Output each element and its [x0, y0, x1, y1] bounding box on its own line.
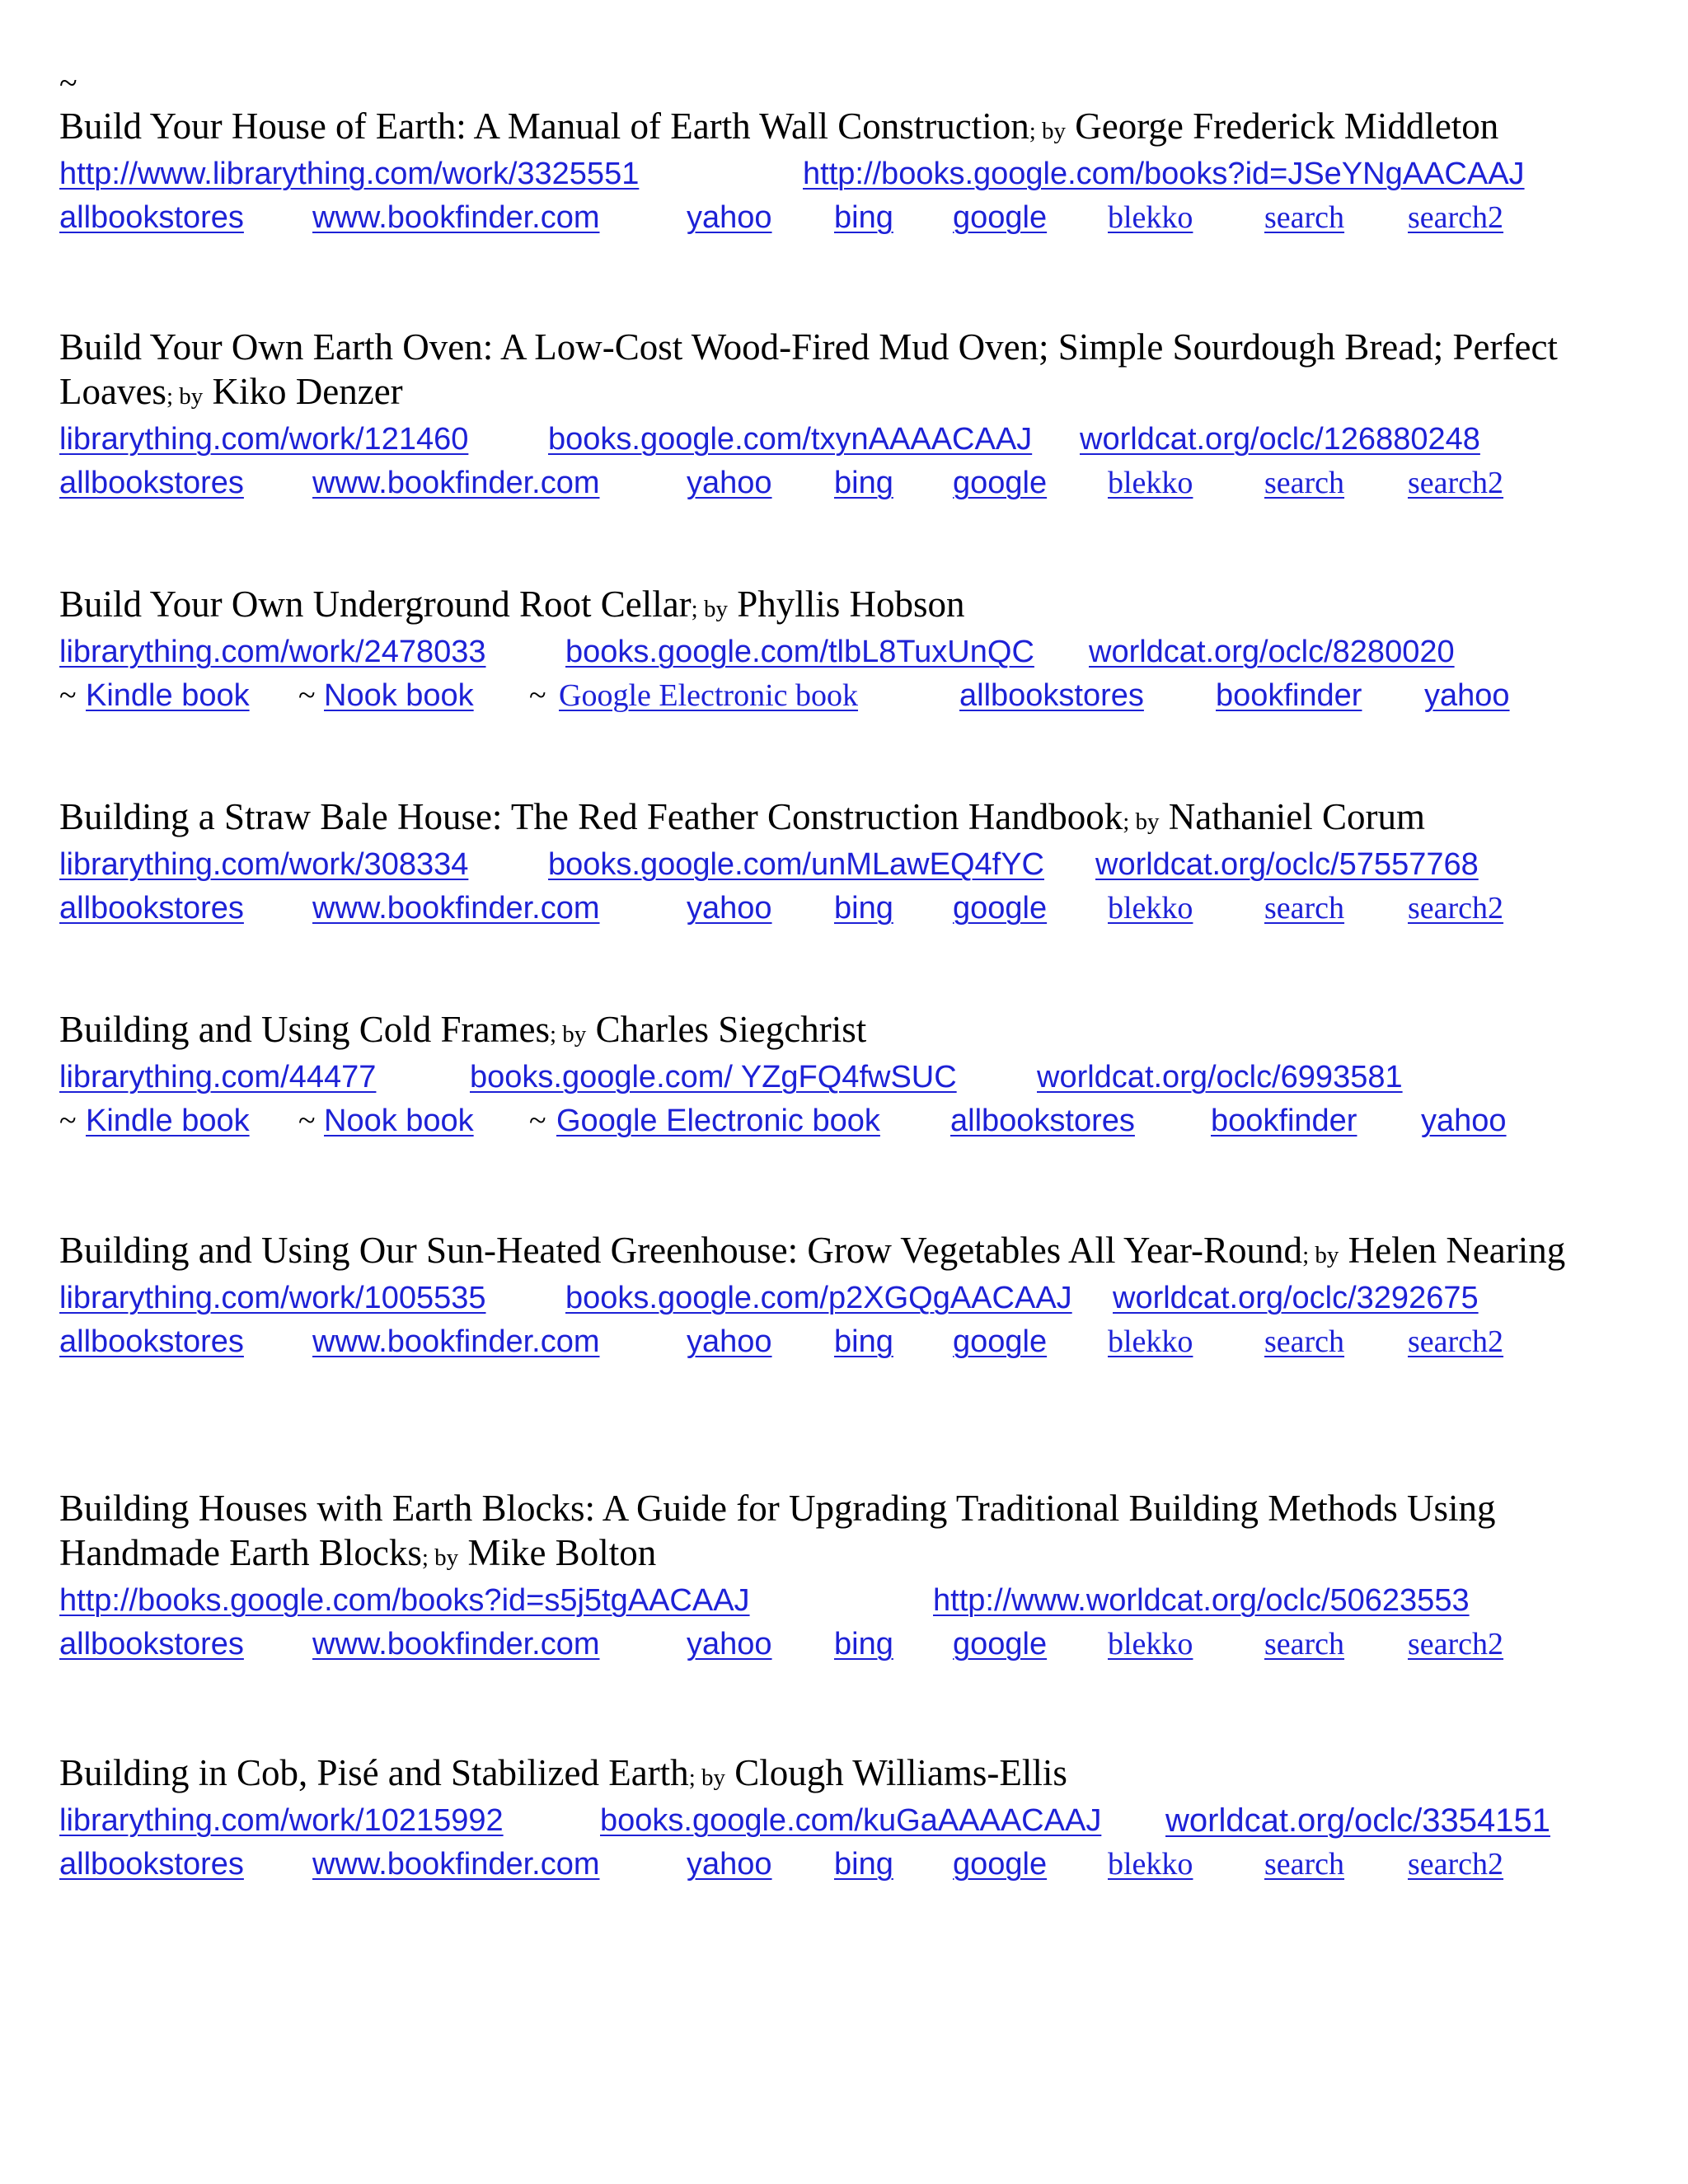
bing-link[interactable]: bing	[834, 466, 893, 500]
search2-link[interactable]: search2	[1408, 1627, 1504, 1661]
tilde-mark: ~	[529, 678, 546, 713]
search-link[interactable]: search	[1264, 466, 1345, 500]
tilde-mark: ~	[298, 1104, 316, 1138]
bookfinder-link[interactable]: www.bookfinder.com	[312, 1847, 600, 1882]
search-link[interactable]: search	[1264, 891, 1345, 926]
book-title-line	[59, 1228, 1576, 1277]
blekko-link[interactable]: blekko	[1108, 200, 1193, 235]
book-author: Phyllis Hobson	[737, 583, 965, 625]
book-author: Charles Siegchrist	[595, 1009, 867, 1050]
book-entry	[59, 794, 1658, 931]
book-title-line	[59, 794, 1658, 844]
book-title: Build Your Own Earth Oven: A Low-Cost Wood-Fired Mud Oven; Simple Sourdough Bread; Perfect Loaves	[59, 326, 1558, 412]
by-label: ; by	[1029, 118, 1067, 144]
book-title-line	[59, 1750, 1658, 1800]
google-link[interactable]: google	[953, 891, 1048, 926]
google-books-link[interactable]: books.google.com/p2XGQgAACAAJ	[565, 1281, 1072, 1315]
yahoo-link[interactable]: yahoo	[687, 466, 772, 500]
allbookstores-link[interactable]: allbookstores	[959, 678, 1144, 713]
tilde-mark: ~	[59, 1104, 77, 1138]
book-title: Building and Using Cold Frames	[59, 1009, 550, 1050]
book-entry	[59, 1228, 1658, 1365]
search2-link[interactable]: search2	[1408, 1324, 1504, 1359]
search-links-row	[59, 197, 1658, 241]
bing-link[interactable]: bing	[834, 1324, 893, 1359]
catalog-links-row	[59, 153, 1658, 197]
bing-link[interactable]: bing	[834, 1847, 893, 1882]
google-link[interactable]: google	[953, 1324, 1048, 1359]
bookfinder-link[interactable]: www.bookfinder.com	[312, 1627, 600, 1661]
search-links-row	[59, 888, 1658, 931]
allbookstores-link[interactable]: allbookstores	[59, 200, 244, 235]
yahoo-link[interactable]: yahoo	[687, 200, 772, 235]
catalog-links-row	[59, 631, 1658, 675]
catalog-links-row	[59, 1277, 1658, 1321]
worldcat-link[interactable]: worldcat.org/oclc/3354151	[1165, 1802, 1550, 1839]
book-entry	[59, 582, 1658, 719]
book-title-line	[59, 582, 1658, 631]
yahoo-link[interactable]: yahoo	[687, 1847, 772, 1882]
book-entry	[59, 325, 1658, 506]
allbookstores-link[interactable]: allbookstores	[59, 1324, 244, 1359]
search-links-row	[59, 1844, 1658, 1887]
book-title: Building in Cob, Pisé and Stabilized Earth	[59, 1752, 689, 1793]
blekko-link[interactable]: blekko	[1108, 1847, 1193, 1882]
google-books-link[interactable]: books.google.com/tlbL8TuxUnQC	[565, 635, 1034, 669]
catalog-links-row	[59, 1057, 1658, 1100]
book-entry	[59, 1007, 1658, 1144]
librarything-link[interactable]: librarything.com/work/2478033	[59, 635, 486, 669]
ebook-links-row	[59, 1100, 1658, 1144]
google-books-link[interactable]: books.google.com/txynAAAACAAJ	[548, 422, 1033, 457]
by-label: ; by	[421, 1544, 459, 1571]
blekko-link[interactable]: blekko	[1108, 891, 1193, 926]
allbookstores-link[interactable]: allbookstores	[59, 1627, 244, 1661]
librarything-link[interactable]: librarything.com/44477	[59, 1060, 377, 1094]
kindle-book-link[interactable]: Kindle book	[86, 1104, 250, 1138]
google-books-link[interactable]: books.google.com/unMLawEQ4fYC	[548, 847, 1044, 882]
by-label: ; by	[1123, 808, 1160, 835]
nook-book-link[interactable]: Nook book	[324, 678, 474, 713]
search-link[interactable]: search	[1264, 1847, 1345, 1882]
librarything-link[interactable]: librarything.com/work/1005535	[59, 1281, 486, 1315]
book-author: Mike Bolton	[467, 1532, 657, 1573]
librarything-link[interactable]: librarything.com/work/10215992	[59, 1803, 504, 1838]
bing-link[interactable]: bing	[834, 891, 893, 926]
book-entry	[59, 1750, 1658, 1887]
google-link[interactable]: google	[953, 1847, 1048, 1882]
worldcat-link[interactable]: worldcat.org/oclc/6993581	[1037, 1060, 1403, 1094]
ebook-links-row	[59, 675, 1658, 719]
yahoo-link[interactable]: yahoo	[687, 891, 772, 926]
tilde-mark: ~	[298, 678, 316, 713]
blekko-link[interactable]: blekko	[1108, 1627, 1193, 1661]
search-links-row	[59, 1624, 1658, 1667]
book-title: Build Your Own Underground Root Cellar	[59, 583, 692, 625]
book-author: Nathaniel Corum	[1168, 796, 1425, 837]
bing-link[interactable]: bing	[834, 200, 893, 235]
yahoo-link[interactable]: yahoo	[1421, 1104, 1507, 1138]
catalog-links-row	[59, 1580, 1658, 1624]
search-link[interactable]: search	[1264, 200, 1345, 235]
google-books-link[interactable]: books.google.com/kuGaAAAACAAJ	[600, 1803, 1102, 1838]
book-title-line	[59, 1007, 1658, 1057]
by-label: ; by	[688, 1765, 725, 1791]
book-author: George Frederick Middleton	[1075, 105, 1499, 147]
librarything-link[interactable]: librarything.com/work/308334	[59, 847, 469, 882]
by-label: ; by	[550, 1021, 587, 1047]
bookfinder-link[interactable]: bookfinder	[1211, 1104, 1357, 1138]
book-entry	[59, 104, 1658, 241]
book-author: Clough Williams-Ellis	[734, 1752, 1067, 1793]
book-author: Kiko Denzer	[212, 371, 403, 412]
worldcat-link[interactable]: http://www.worldcat.org/oclc/50623553	[933, 1583, 1470, 1618]
worldcat-link[interactable]: worldcat.org/oclc/3292675	[1113, 1281, 1479, 1315]
google-link[interactable]: google	[953, 200, 1048, 235]
worldcat-link[interactable]: worldcat.org/oclc/126880248	[1080, 422, 1480, 457]
blekko-link[interactable]: blekko	[1108, 1324, 1193, 1359]
bing-link[interactable]: bing	[834, 1627, 893, 1661]
by-label: ; by	[691, 596, 728, 622]
book-entry	[59, 1486, 1658, 1667]
book-title-line	[59, 325, 1559, 419]
allbookstores-link[interactable]: allbookstores	[59, 466, 244, 500]
google-link[interactable]: google	[953, 1627, 1048, 1661]
catalog-links-row	[59, 844, 1658, 888]
search-links-row	[59, 1321, 1658, 1365]
book-title-line	[59, 1486, 1625, 1580]
blekko-link[interactable]: blekko	[1108, 466, 1193, 500]
search-link[interactable]: search	[1264, 1324, 1345, 1359]
catalog-links-row	[59, 419, 1658, 462]
book-title: Build Your House of Earth: A Manual of Earth Wall Construction	[59, 105, 1029, 147]
tilde-mark: ~	[529, 1104, 546, 1138]
search2-link[interactable]: search2	[1408, 891, 1504, 926]
book-author: Helen Nearing	[1348, 1230, 1566, 1271]
yahoo-link[interactable]: yahoo	[687, 1324, 772, 1359]
book-title-line	[59, 104, 1658, 153]
bookfinder-link[interactable]: www.bookfinder.com	[312, 200, 600, 235]
worldcat-link[interactable]: worldcat.org/oclc/8280020	[1089, 635, 1455, 669]
book-title: Building a Straw Bale House: The Red Feather Construction Handbook	[59, 796, 1123, 837]
search2-link[interactable]: search2	[1408, 466, 1504, 500]
yahoo-link[interactable]: yahoo	[1424, 678, 1510, 713]
google-ebook-link[interactable]: Google Electronic book	[556, 1104, 880, 1138]
search2-link[interactable]: search2	[1408, 200, 1504, 235]
by-label: ; by	[1302, 1242, 1339, 1268]
book-title: Building Houses with Earth Blocks: A Guide for Upgrading Traditional Building Methods Using Handmade Earth Blocks	[59, 1488, 1496, 1573]
allbookstores-link[interactable]: allbookstores	[59, 1847, 244, 1882]
librarything-link[interactable]: http://www.librarything.com/work/3325551	[59, 157, 640, 191]
bookfinder-link[interactable]: www.bookfinder.com	[312, 466, 600, 500]
google-ebook-link[interactable]: Google Electronic book	[559, 678, 859, 713]
search-links-row	[59, 462, 1658, 506]
google-books-link[interactable]: http://books.google.com/books?id=s5j5tgAACAAJ	[59, 1583, 750, 1618]
allbookstores-link[interactable]: allbookstores	[950, 1104, 1135, 1138]
google-link[interactable]: google	[953, 466, 1048, 500]
search2-link[interactable]: search2	[1408, 1847, 1504, 1882]
kindle-book-link[interactable]: Kindle book	[86, 678, 250, 713]
allbookstores-link[interactable]: allbookstores	[59, 891, 244, 926]
book-title: Building and Using Our Sun-Heated Greenhouse: Grow Vegetables All Year-Round	[59, 1230, 1303, 1271]
leading-tilde: ~	[59, 64, 77, 101]
nook-book-link[interactable]: Nook book	[324, 1104, 474, 1138]
tilde-mark: ~	[59, 678, 77, 713]
librarything-link[interactable]: librarything.com/work/121460	[59, 422, 469, 457]
yahoo-link[interactable]: yahoo	[687, 1627, 772, 1661]
catalog-links-row	[59, 1800, 1658, 1844]
worldcat-link[interactable]: worldcat.org/oclc/57557768	[1095, 847, 1479, 882]
bookfinder-link[interactable]: www.bookfinder.com	[312, 891, 600, 926]
google-books-link[interactable]: http://books.google.com/books?id=JSeYNgAACAAJ	[803, 157, 1525, 191]
bookfinder-link[interactable]: bookfinder	[1216, 678, 1362, 713]
google-books-link[interactable]: books.google.com/ YZgFQ4fwSUC	[470, 1060, 957, 1094]
bookfinder-link[interactable]: www.bookfinder.com	[312, 1324, 600, 1359]
search-link[interactable]: search	[1264, 1627, 1345, 1661]
by-label: ; by	[166, 383, 204, 410]
